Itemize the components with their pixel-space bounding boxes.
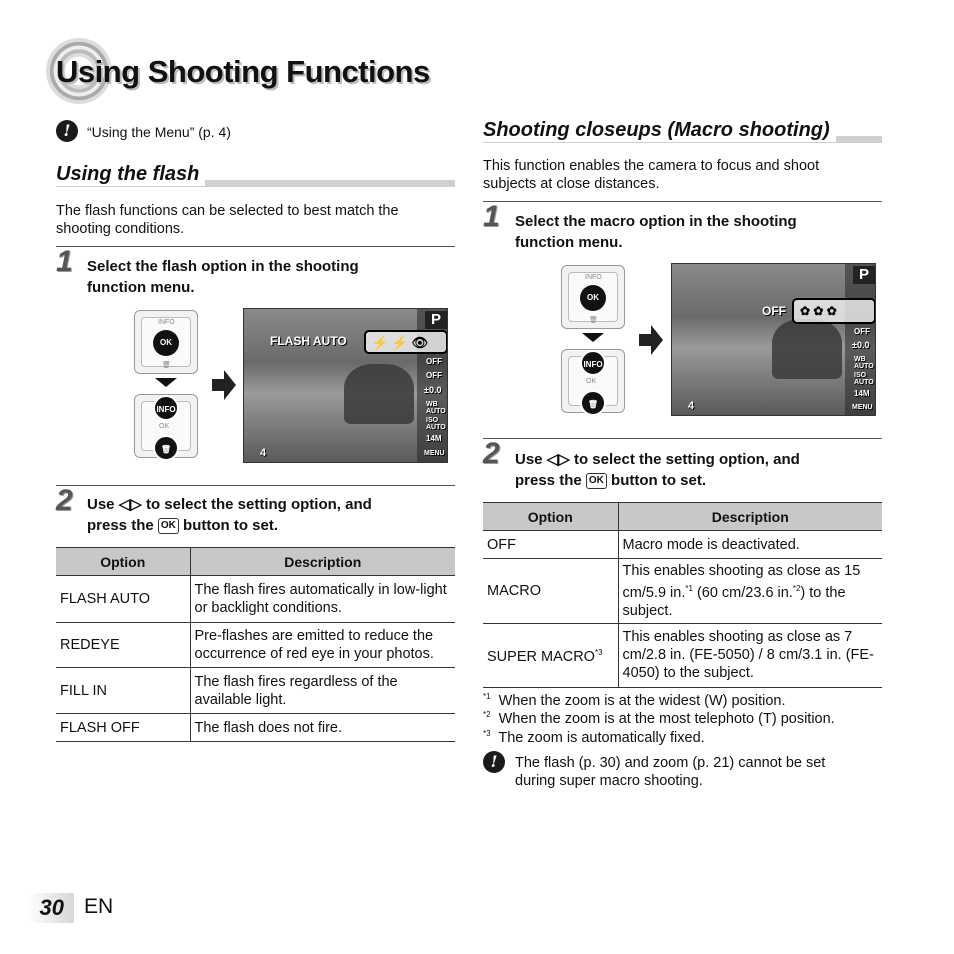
macro-flower-icon: ✿ ✿ ✿ xyxy=(800,304,837,318)
ok-button-icon: OK xyxy=(580,285,606,311)
trash-button-icon: 🗑 xyxy=(153,435,179,461)
footnote: $^{*1}$ When the zoom is at the widest (W) position. xyxy=(483,692,786,709)
control-pad-diagram: INFO OK 🗑 xyxy=(561,265,625,329)
table-row: FLASH AUTO The flash fires automatically in low-light or backlight conditions. xyxy=(56,576,455,623)
photo-subject xyxy=(344,364,414,424)
table-row: REDEYE Pre-flashes are emitted to reduce the occurrence of red eye in your photos. xyxy=(56,623,455,668)
table-row: OFF Macro mode is deactivated. xyxy=(483,531,882,559)
flash-intro: The flash functions can be selected to best match the shooting conditions. xyxy=(56,203,399,237)
macro-mode-label: OFF xyxy=(762,304,786,318)
control-pad-diagram: INFO OK 🗑 xyxy=(134,394,198,458)
lcd-screen: P ⚡ ⚡ 👁 FLASH AUTO OFF OFF ±0.0 WB AUTO ISO AUTO 14M MENU 4 xyxy=(243,308,448,463)
step-number: 1 xyxy=(483,200,500,233)
macro-options-table: Option Description OFF Macro mode is deactivated. MACRO This enables shooting as close as 15 cm/5.9 in.$^{*1}$ (60 cm/23.6 in.$^{*2}$) to the subject. SUPER MACRO$^{*3}$ This enables shooting as close as 7 cm/2.8 in. (FE-5050) / 8 cm/3.1 in. (FE-4050) to the subject. xyxy=(483,502,882,688)
language-code: EN xyxy=(84,895,114,918)
flash-mode-label: FLASH AUTO xyxy=(270,334,347,348)
trash-button-icon: 🗑 xyxy=(580,390,606,416)
right-arrow-icon xyxy=(639,325,663,355)
ok-button-icon: OK xyxy=(153,330,179,356)
table-row: MACRO This enables shooting as close as 15 cm/5.9 in.$^{*1}$ (60 cm/23.6 in.$^{*2}$) to the subject. xyxy=(483,559,882,624)
footnote: $^{*2}$ When the zoom is at the most telephoto (T) position. xyxy=(483,710,835,727)
flash-section-title: Using the flash xyxy=(56,163,205,186)
super-macro-caution: The flash (p. 30) and zoom (p. 21) cannot be set during super macro shooting. xyxy=(515,755,826,789)
shot-count: 4 xyxy=(688,400,695,412)
info-button-icon: INFO xyxy=(580,350,606,376)
left-right-arrows-icon: ◁▷ xyxy=(546,451,570,468)
flash-step2-text: Use ◁▷ to select the setting option, and press the OK button to set. xyxy=(87,496,372,534)
ok-icon: OK xyxy=(158,518,179,534)
flash-icon: ⚡ ⚡ 👁 xyxy=(372,335,429,350)
shooting-mode: P xyxy=(853,266,875,284)
caution-icon: ! xyxy=(56,120,78,142)
flash-options-table: Option Description FLASH AUTO The flash fires automatically in low-light or backlight conditions. REDEYE Pre-flashes are emitted to reduce the occurrence of red eye in your photos. FILL IN The flash fires regardless of the available light. FLASH OFF The flash does not fire. xyxy=(56,547,455,742)
page-title: Using Shooting Functions xyxy=(56,54,430,89)
page-number: 30 xyxy=(28,893,74,923)
table-row: FILL IN The flash fires regardless of the available light. xyxy=(56,668,455,714)
macro-intro: This function enables the camera to focus and shoot subjects at close distances. xyxy=(483,158,820,192)
left-right-arrows-icon: ◁▷ xyxy=(118,496,142,513)
divider xyxy=(56,485,455,486)
divider xyxy=(56,246,455,247)
info-button-icon: INFO xyxy=(153,395,179,421)
step-number: 1 xyxy=(56,245,73,278)
shot-count: 4 xyxy=(260,447,267,459)
table-row: FLASH OFF The flash does not fire. xyxy=(56,714,455,742)
right-arrow-icon xyxy=(212,370,236,400)
control-pad-diagram: INFO OK 🗑 xyxy=(134,310,198,374)
macro-step1-text: Select the macro option in the shooting function menu. xyxy=(515,213,797,251)
footnote: $^{*3}$ The zoom is automatically fixed. xyxy=(483,729,705,746)
down-arrow-icon xyxy=(155,378,177,387)
photo-subject xyxy=(772,319,842,379)
macro-step2-text: Use ◁▷ to select the setting option, and press the OK button to set. xyxy=(515,451,800,489)
menu-reference-note: “Using the Menu” (p. 4) xyxy=(87,124,231,140)
control-pad-diagram: INFO OK 🗑 xyxy=(561,349,625,413)
divider xyxy=(483,201,882,202)
step-number: 2 xyxy=(56,484,73,517)
lcd-screen: P ✿ ✿ ✿ OFF OFF ±0.0 WB AUTO ISO AUTO 14M MENU 4 xyxy=(671,263,876,416)
ok-icon: OK xyxy=(586,473,607,489)
shooting-mode: P xyxy=(425,311,447,329)
divider xyxy=(483,438,882,439)
table-row: SUPER MACRO$^{*3}$ This enables shooting as close as 7 cm/2.8 in. (FE-5050) / 8 cm/3.1 in. (FE-4050) to the subject. xyxy=(483,623,882,687)
caution-icon: ! xyxy=(483,751,505,773)
macro-section-title: Shooting closeups (Macro shooting) xyxy=(483,119,836,142)
down-arrow-icon xyxy=(582,333,604,342)
step-number: 2 xyxy=(483,437,500,470)
flash-step1-text: Select the flash option in the shooting function menu. xyxy=(87,258,359,296)
